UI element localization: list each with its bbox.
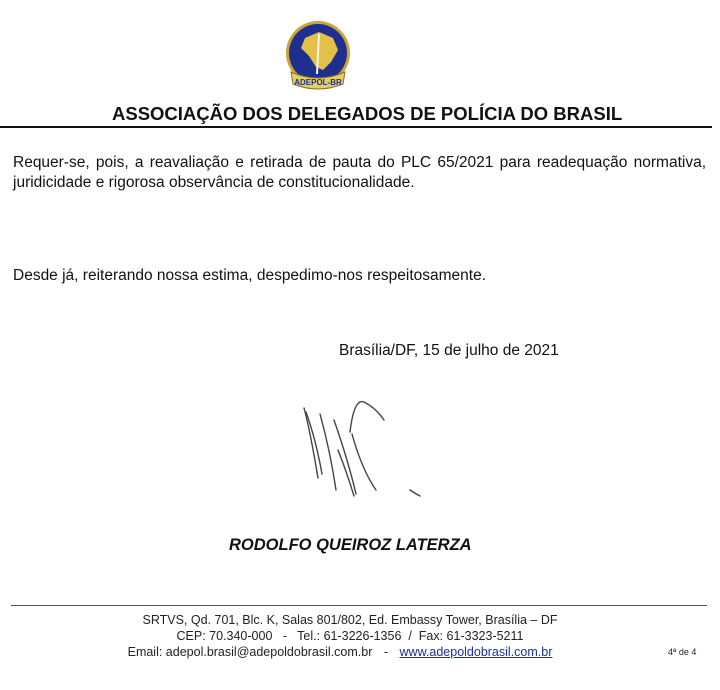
request-paragraph: Requer-se, pois, a reavaliação e retirada de pauta do PLC 65/2021 para readequação normativa, juridicidade e rigorosa observância de constitucionalidade. — [13, 154, 706, 191]
organization-title: ASSOCIAÇÃO DOS DELEGADOS DE POLÍCIA DO BRASIL — [112, 103, 623, 124]
website-link[interactable]: www.adepoldobrasil.com.br — [399, 645, 553, 659]
signer-name: RODOLFO QUEIROZ LATERZA — [229, 536, 472, 554]
dateline: Brasília/DF, 15 de julho de 2021 — [339, 342, 559, 359]
footer-email-line — [60, 644, 620, 660]
footer-separator: - — [383, 645, 389, 659]
footer-divider — [11, 605, 707, 606]
footer-contact: CEP: 70.340-000 - Tel.: 61-3226-1356 / Fax: 61-3323-5211 — [176, 629, 524, 643]
header-divider — [0, 126, 712, 128]
footer-address: SRTVS, Qd. 701, Blc. K, Salas 801/802, Ed. Embassy Tower, Brasília – DF — [142, 613, 558, 627]
signature-icon — [298, 390, 438, 500]
closing-paragraph: Desde já, reiterando nossa estima, despedimo-nos respeitosamente. — [13, 267, 487, 284]
page-number: 4ª de 4 — [668, 647, 697, 657]
svg-text:ADEPOL-BR: ADEPOL-BR — [294, 78, 342, 87]
adepol-logo-icon — [283, 20, 353, 94]
footer-email: Email: adepol.brasil@adepoldobrasil.com.br — [127, 645, 373, 659]
